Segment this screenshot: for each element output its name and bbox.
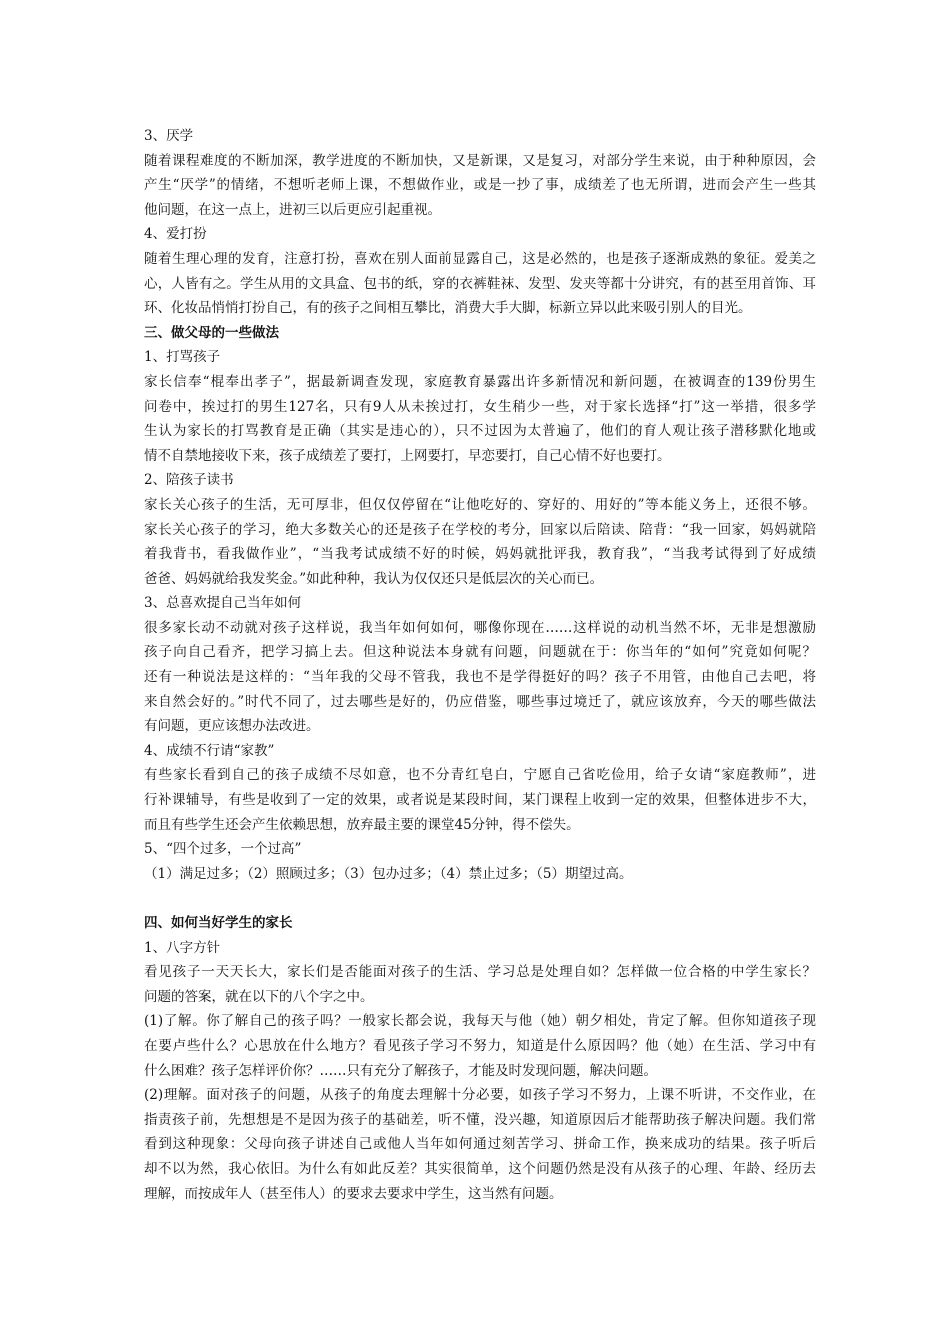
text-line: 家长关心孩子的学习，绝大多数关心的还是孩子在学校的考分，回家以后陪读、陪背：“我一回家，妈妈就陪 (144, 521, 816, 538)
text-line: 指责孩子前，先想想是不是因为孩子的基础差，听不懂，没兴趣，知道原因后才能帮助孩子解决问题。我们常 (144, 1111, 816, 1128)
text-line: 生认为家长的打骂教育是正确（其实是违心的），只不过因为太普遍了，他们的育人观让孩子潜移默化地或 (144, 423, 816, 440)
text-line: 而且有些学生还会产生依赖思想，放弃最主要的课堂45分钟，得不偿失。 (144, 816, 580, 833)
text-line: 问卷中，挨过打的男生127名，只有9人从未挨过打，女生稍少一些，对于家长选择“打”这一举措，很多学 (144, 398, 816, 415)
document-page (144, 124, 816, 1206)
text-line: 他问题，在这一点上，进初三以后更应引起重视。 (144, 201, 441, 218)
text-line: 环、化妆品悄悄打扮自己，有的孩子之间相互攀比，消费大手大脚，标新立异以此来吸引别人的目光。 (144, 300, 752, 317)
text-line: 家长信奉“棍奉出孝子”，据最新调查发现，家庭教育暴露出许多新情况和新问题，在被调查的139份男生 (144, 373, 816, 390)
blank-line (144, 886, 816, 911)
text-line: 有问题，更应该想办法改进。 (144, 718, 320, 735)
text-line: (1)了解。你了解自己的孩子吗？一般家长都会说，我每天与他（她）朝夕相处，肯定了解。但你知道孩子现 (144, 1013, 816, 1030)
text-line: 1、打骂孩子 (144, 349, 221, 366)
text-line: 什么困难？孩子怎样评价你？……只有充分了解孩子，才能及时发现问题，解决问题。 (144, 1062, 657, 1079)
text-line: 4、成绩不行请“家教” (144, 742, 275, 759)
text-line: 3、总喜欢提自己当年如何 (144, 595, 302, 612)
text-line: 来自然会好的。”时代不同了，过去哪些是好的，仍应借鉴，哪些事过境迁了，就应该放弃，今天的哪些做法 (144, 693, 816, 710)
text-line: (2)理解。面对孩子的问题，从孩子的角度去理解十分必要，如孩子学习不努力，上课不听讲，不交作业，在 (144, 1087, 816, 1104)
text-line: 却不以为然，我心依旧。为什么有如此反差？其实很简单，这个问题仍然是没有从孩子的心理、年龄、经历去 (144, 1160, 816, 1177)
text-line: 家长关心孩子的生活，无可厚非，但仅仅停留在“让他吃好的、穿好的、用好的”等本能义务上，还很不够。 (144, 496, 816, 513)
text-line: 孩子向自己看齐，把学习搞上去。但这种说法本身就有问题，问题就在于：你当年的“如何”究竟如何呢？ (144, 644, 816, 661)
text-line: 在要卢些什么？心思放在什么地方？看见孩子学习不努力，知道是什么原因吗？他（她）在生活、学习中有 (144, 1037, 816, 1054)
text-line: 着我背书，看我做作业”，“当我考试成绩不好的时候，妈妈就批评我，教育我”，“当我考试得到了好成绩 (144, 546, 816, 563)
section-heading: 三、做父母的一些做法 (144, 324, 279, 341)
section-heading: 四、如何当好学生的家长 (144, 915, 293, 931)
text-line: 5、“四个过多，一个过高” (144, 841, 302, 858)
text-line: 2、陪孩子读书 (144, 472, 234, 489)
text-line: 行补课辅导，有些是收到了一定的效果，或者说是某段时间，某门课程上收到一定的效果，但整体进步不大， (144, 792, 816, 809)
text-line: 心，人皆有之。学生从用的文具盒、包书的纸，穿的衣裤鞋袜、发型、发夹等都十分讲究，有的甚至用首饰、耳 (144, 275, 816, 292)
text-line: 有些家长看到自己的孩子成绩不尽如意，也不分青红皂白，宁愿自己省吃俭用，给子女请“家庭教师”，进 (144, 767, 816, 784)
text-line: 1、八字方针 (144, 939, 221, 956)
text-line: 理解，而按成年人（甚至伟人）的要求去要求中学生，这当然有问题。 (144, 1185, 563, 1202)
text-line: 很多家长动不动就对孩子这样说，我当年如何如何，哪像你现在……这样说的动机当然不坏，无非是想激励 (144, 619, 816, 636)
text-line: 看见孩子一天天长大，家长们是否能面对孩子的生活、学习总是处理自如？怎样做一位合格的中学生家长？ (144, 964, 816, 981)
text-line: 随着生理心理的发育，注意打扮，喜欢在别人面前显露自己，这是必然的，也是孩子逐渐成熟的象征。爱美之 (144, 250, 816, 267)
text-line: （1）满足过多；（2）照顾过多；（3）包办过多；（4）禁止过多；（5）期望过高。 (144, 865, 633, 882)
text-line: 爸爸、妈妈就给我发奖金。”如此种种，我认为仅仅还只是低层次的关心而已。 (144, 570, 604, 587)
text-line: 产生“厌学”的情绪，不想听老师上课，不想做作业，或是一抄了事，成绩差了也无所谓，进而会产生一些其 (144, 177, 816, 194)
text-line: 随着课程难度的不断加深，教学进度的不断加快，又是新课，又是复习，对部分学生来说，由于种种原因，会 (144, 152, 816, 169)
text-line: 看到这种现象：父母向孩子讲述自己或他人当年如何通过刻苦学习、拼命工作，换来成功的结果。孩子听后 (144, 1136, 816, 1153)
text-line: 还有一种说法是这样的：“当年我的父母不管我，我也不是学得挺好的吗？孩子不用管，由他自己去吧，将 (144, 669, 816, 686)
text-line: 问题的答案，就在以下的八个字之中。 (144, 988, 374, 1005)
text-line: 3、厌学 (144, 128, 194, 144)
text-line: 4、爱打扮 (144, 226, 207, 243)
text-line: 情不自禁地接收下来，孩子成绩差了要打，上网要打，早恋要打，自己心情不好也要打。 (144, 447, 671, 464)
